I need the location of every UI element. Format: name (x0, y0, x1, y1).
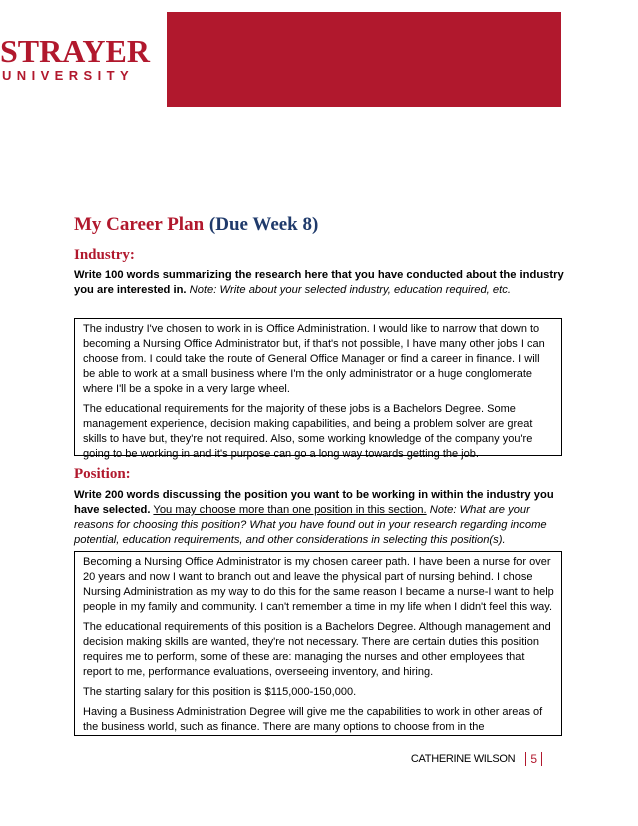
position-instr-bold: Write 200 words discussing the position you want to be working in within the industry you have selected. (74, 489, 554, 516)
industry-heading: Industry: (74, 247, 135, 263)
industry-instr-note: Note: Write about your selected industry, education required, etc. (186, 284, 511, 296)
strayer-logo (0, 12, 167, 107)
page-footer (411, 752, 542, 766)
header-banner (0, 12, 561, 107)
position-instructions (74, 488, 564, 548)
industry-instr-bold: Write 100 words summarizing the research here that you have conducted about the industry you are interested in. (74, 269, 564, 296)
position-paragraph-3: The starting salary for this position is $115,000-150,000. (83, 686, 357, 698)
industry-paragraph-1: The industry I've chosen to work in is Office Administration. I would like to narrow that down to becoming a Nursing Office Administrator but, if that's not possible, I have many other jobs I can choose from. I could take the route of General Office Manager or find a career in finance. I will be able to work at a small business where I'm the only administrator or a huge conglomerate where I'll be a spoke in a very large wheel. (83, 323, 545, 395)
banner-red-bar (167, 12, 561, 107)
industry-instructions (74, 268, 564, 298)
position-paragraph-1: Becoming a Nursing Office Administrator is my chosen career path. I have been a nurse for over 20 years and now I want to branch out and leave the physical part of nursing behind. I chose Nursing Administration as my way to do this for the same reason I became a nurse-I want to help people in my family and community. I can't remember a time in my life when I didn't feel this way. (83, 556, 554, 613)
position-answer-box (74, 551, 562, 736)
title-due: (Due Week 8) (208, 214, 319, 235)
title-main: My Career Plan (74, 214, 205, 235)
position-heading: Position: (74, 466, 131, 482)
position-instr-underline: You may choose more than one position in this section. (153, 504, 427, 516)
page-title (74, 214, 564, 236)
page-number: 5 (525, 752, 542, 766)
footer-author: CATHERINE WILSON (410, 753, 516, 765)
position-paragraph-2: The educational requirements of this position is a Bachelors Degree. Although management and decision making skills are wanted, they're not necessary. There are certain duties this position requires me to perform, some of these are: managing the nurses and other employees that report to me, performance evaluations, overseeing inventory, and hiring. (83, 621, 551, 678)
logo-name: STRAYER (0, 33, 150, 69)
position-instr-note: Note: What are your reasons for choosing this position? What you have found out in your research regarding income potential, education requirements, and other considerations in selecting this position(s). (74, 504, 547, 546)
industry-paragraph-2: The educational requirements for the majority of these jobs is a Bachelors Degree. Some management experience, decision making capabilities, and being a problem solver are great skills to have but, they're not required. Also, some working knowledge of the company you're going to be working in and it's purpose can go a long way towards getting the job. (83, 403, 533, 460)
logo-sub: UNIVERSITY (2, 68, 135, 83)
industry-answer-box (74, 318, 562, 460)
position-paragraph-4: Having a Business Administration Degree will give me the capabilities to work in other areas of the business world, such as finance. There are many options to choose from in the (83, 706, 543, 733)
